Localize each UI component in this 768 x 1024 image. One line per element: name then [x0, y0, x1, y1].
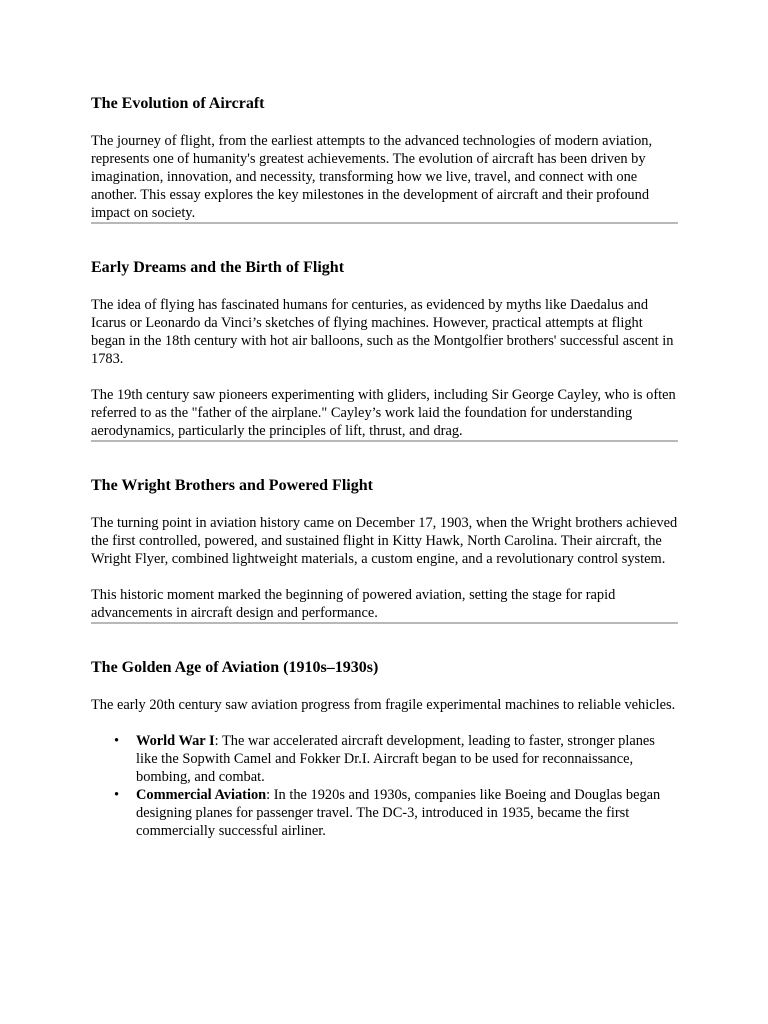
early-dreams-paragraph-2: The 19th century saw pioneers experimenting with gliders, including Sir George Cayley, who is often referred to as the "father of the airplane." Cayley’s work laid the foundation for understanding aerodynamics, particularly the principles of lift, thrust, and drag.: [91, 387, 676, 439]
list-item: [91, 786, 679, 840]
section-title-wright-brothers: The Wright Brothers and Powered Flight: [91, 477, 373, 494]
section-title-early-dreams: Early Dreams and the Birth of Flight: [91, 259, 345, 276]
section-title-evolution-of-aircraft: The Evolution of Aircraft: [91, 95, 265, 112]
golden-age-paragraph-1: The early 20th century saw aviation progress from fragile experimental machines to reliable vehicles.: [91, 697, 676, 713]
bullet-icon: •: [114, 787, 120, 803]
golden-age-bullet-list: [91, 732, 679, 840]
intro-paragraph: The journey of flight, from the earliest attempts to the advanced technologies of modern aviation, represents one of humanity's greatest achievements. The evolution of aircraft has been driven by imagination, innovation, and necessity, transforming how we live, travel, and connect with one another. This essay explores the key milestones in the development of aircraft and their profound impact on society.: [91, 133, 653, 221]
document-page: [91, 0, 679, 840]
list-item: [91, 732, 679, 786]
bullet-text: : The war accelerated aircraft development, leading to faster, stronger planes like the Sopwith Camel and Fokker Dr.I. Aircraft began to be used for reconnaissance, bombing, and combat.: [136, 733, 655, 785]
wright-brothers-paragraph-2: This historic moment marked the beginning of powered aviation, setting the stage for rapid advancements in aircraft design and performance.: [91, 587, 616, 621]
bullet-text: : In the 1920s and 1930s, companies like Boeing and Douglas began designing planes for passenger travel. The DC-3, introduced in 1935, became the first commercially successful airliner.: [136, 787, 661, 839]
bullet-term: Commercial Aviation: [136, 787, 267, 803]
bullet-term: World War I: [136, 733, 215, 749]
wright-brothers-paragraph-1: The turning point in aviation history came on December 17, 1903, when the Wright brothers achieved the first controlled, powered, and sustained flight in Kitty Hawk, North Carolina. Their aircraft, the Wright Flyer, combined lightweight materials, a custom engine, and a revolutionary control system.: [91, 515, 678, 567]
section-divider: [91, 222, 678, 224]
section-title-golden-age: The Golden Age of Aviation (1910s–1930s): [91, 659, 379, 676]
bullet-icon: •: [114, 733, 120, 749]
early-dreams-paragraph-1: The idea of flying has fascinated humans for centuries, as evidenced by myths like Daedalus and Icarus or Leonardo da Vinci’s sketches of flying machines. However, practical attempts at flight began in the 18th century with hot air balloons, such as the Montgolfier brothers' successful ascent in 1783.: [91, 297, 674, 367]
section-divider: [91, 440, 678, 442]
section-divider: [91, 622, 678, 624]
